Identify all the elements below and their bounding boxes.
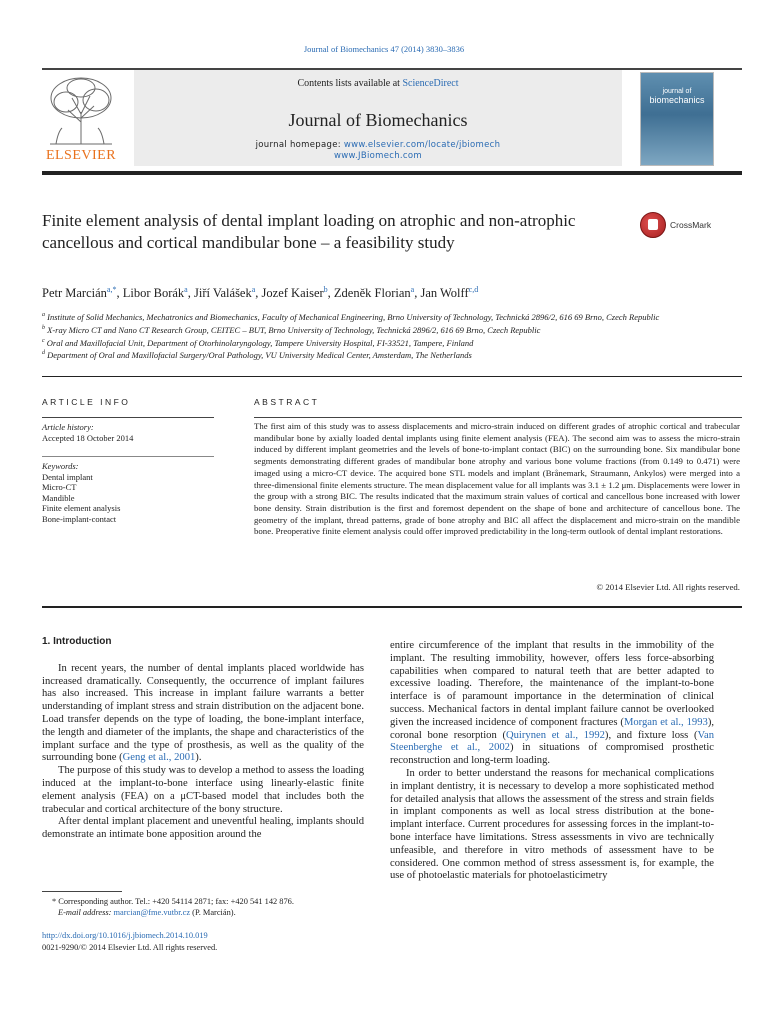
abstract-copyright: © 2014 Elsevier Ltd. All rights reserved. <box>596 582 740 592</box>
history-rule <box>42 456 214 457</box>
abstract-heading: ABSTRACT <box>254 397 320 407</box>
author-affiliation-mark[interactable]: c,d <box>468 285 479 294</box>
affiliation-mark: a <box>42 312 45 318</box>
paragraph-text: ). <box>195 752 202 764</box>
homepage-link-2[interactable]: www.JBiomech.com <box>334 151 422 161</box>
rule-after-affiliations <box>42 376 742 377</box>
section-heading-introduction: 1. Introduction <box>42 636 112 647</box>
affiliation-item <box>42 310 662 323</box>
keyword-item: Dental implant <box>42 471 93 482</box>
affiliation-item <box>42 323 662 336</box>
issn-line: 0021-9290/© 2014 Elsevier Ltd. All rights reserved. <box>42 942 218 952</box>
journal-name: Journal of Biomechanics <box>288 110 468 130</box>
elsevier-tree-icon <box>42 74 120 146</box>
affiliation-item <box>42 336 662 349</box>
journal-reference[interactable]: Journal of Biomechanics 47 (2014) 3830–3836 <box>303 44 465 54</box>
affiliation-mark: b <box>42 324 45 331</box>
body-paragraph <box>42 816 364 842</box>
doi-link[interactable]: http://dx.doi.org/10.1016/j.jbiomech.2014.10.019 <box>42 931 208 940</box>
paragraph-text: In order to better understand the reasons for mechanical complications in implant dentistry, it is necessary to develop a more sophisticated method for detailed analysis that allows the assessment of the stress and strain fields in implant components as well as local stress distribution at the bone-implant interface. Current procedures for assessing forces in the implant-to-bone interface have limitations. Stress assessments in vivo are technically unfeasible, and therefore in vitro methods of assessment have to be considered. One common method of stress assessment is, for example, the use of photoelastic materials for photoelasticimetry <box>390 767 714 882</box>
article-info-heading: ARTICLE INFO <box>42 397 131 407</box>
elsevier-wordmark: ELSEVIER <box>45 148 117 163</box>
corresponding-author-footnote <box>42 896 372 918</box>
body-paragraph <box>42 765 364 816</box>
crossmark-icon <box>640 212 666 238</box>
affiliation-mark: d <box>42 350 45 357</box>
masthead-bottom-rule <box>42 171 742 175</box>
keywords-label: Keywords: <box>42 461 79 471</box>
citation-link[interactable]: Morgan et al., 1993 <box>623 716 708 728</box>
affiliation-text: Department of Oral and Maxillofacial Surgery/Oral Pathology, VU University Medical Center, Amsterdam, The Netherlands <box>47 350 472 361</box>
history-value: Accepted 18 October 2014 <box>42 433 134 443</box>
body-paragraph <box>390 640 714 768</box>
keyword-item: Finite element analysis <box>42 503 121 513</box>
journal-homepage <box>134 140 622 162</box>
journal-banner <box>134 70 622 166</box>
citation-link[interactable]: Van Steenberghe et al., 2002 <box>390 729 714 754</box>
affiliation-item <box>42 348 662 361</box>
affiliation-text: Institute of Solid Mechanics, Mechatronics and Biomechanics, Faculty of Mechanical Engineering, Brno University of Technology, Technická 2896/2, 616 69 Brno, Czech Republic <box>47 311 660 322</box>
author-name: Jozef Kaiser <box>261 286 324 301</box>
paragraph-text: After dental implant placement and uneventful healing, implants should demonstrate an intimate bone apposition around the <box>42 816 364 841</box>
body-column-right <box>390 640 714 883</box>
author-name: Jan Wolff <box>420 286 469 301</box>
email-suffix: (P. Marcián). <box>190 908 236 917</box>
homepage-label: journal homepage: <box>255 140 344 150</box>
citation-link[interactable]: Quirynen et al., 1992 <box>505 729 605 741</box>
footnote-rule <box>42 891 122 892</box>
contents-line <box>134 78 622 89</box>
left-paragraphs <box>42 663 364 842</box>
paper-title: Finite element analysis of dental implant loading on atrophic and non-atrophic cancellous and cortical mandibular bone – a feasibility study <box>42 211 576 252</box>
right-paragraphs <box>390 640 714 883</box>
keyword-item: Bone-implant-contact <box>42 513 117 524</box>
affiliation-list <box>42 310 662 361</box>
crossmark-button[interactable] <box>640 210 740 240</box>
journal-cover-thumbnail[interactable] <box>640 72 714 166</box>
author-name: Petr Marcián <box>42 286 107 301</box>
author-affiliation-mark[interactable]: b <box>323 285 328 294</box>
corresponding-author: * Corresponding author. Tel.: +420 54114 2871; fax: +420 541 142 876. <box>52 897 294 906</box>
contents-prefix: Contents lists available at <box>297 78 403 89</box>
rule-after-abstract <box>42 606 742 608</box>
paragraph-text: ), and fixture loss ( <box>604 729 698 741</box>
keyword-item: Mandible <box>42 492 75 503</box>
keywords-block <box>42 461 222 524</box>
doi-block <box>42 930 372 953</box>
author-name: Libor Borák <box>122 286 185 301</box>
affiliation-text: X-ray Micro CT and Nano CT Research Group, CEITEC – BUT, Brno University of Technology, Technická 2896/2, 616 69 Brno, Czech Republic <box>47 324 541 335</box>
paragraph-text: entire circumference of the implant that results in the immobility of the implant. The resulting immobility, however, offers less force-absorbing capabilities when compared to natural teeth that are better adapted to excessive loading. Therefore, the maintenance of the implant-to-bone interface is of paramount importance in the determination of clinical success. Mechanical factors in dental implant failure cannot be overlooked given the increased incidence of component fractures ( <box>390 640 714 728</box>
keyword-item: Micro-CT <box>42 482 77 492</box>
affiliation-mark: c <box>42 337 45 344</box>
body-column-left <box>42 636 364 842</box>
abstract-text: The first aim of this study was to assess displacements and micro-strain induced on different grades of atrophic cortical and trabecular mandibular bone by axially loaded dental implants using finite element analysis (FEA). The second aim was to assess the micro-strain induced by different implant geometries and the levels of bone-to-implant contact (BIC) on the surrounding bone. Six mandibular bone segments demonstrating different grades of mandibular bone atrophy and various bone volume fractions (from 0.149 to 0.471) were imaged using a micro-CT device. The acquired bone STL models and implant (Brånemark, Straumann, Ankylos) were merged into a three-dimensional finite elements structure. The mean displacement value for all implants was 3.1 ± 1.2 μm. Displacements were lower in the group with a strong BIC. The results indicated that the maximum strain values of cortical and cancellous bone increased with lower bone density. Strain distribution is the first and foremost dependent on the shape of bone and architecture of cancellous bone. The geometry of the implant, thread patterns, grade of bone atrophy and BIC all affect the displacement and micro-strain on the mandible bone. Preoperative finite element analysis could offer improved predictability in the long-term outlook of dental implant restorations. <box>254 421 740 537</box>
history-label: Article history: <box>42 422 94 432</box>
article-info-rule <box>42 417 214 418</box>
author-name: Zdeněk Florian <box>333 286 411 301</box>
email-link[interactable]: marcian@fme.vutbr.cz <box>113 908 191 917</box>
author-affiliation-mark[interactable]: a,* <box>106 285 117 294</box>
body-paragraph <box>390 768 714 883</box>
author-affiliation-mark[interactable]: a <box>184 285 188 294</box>
paragraph-text: ), coronal bone resorption ( <box>390 716 714 741</box>
email-label: E-mail address: <box>58 908 114 917</box>
homepage-link-1[interactable]: www.elsevier.com/locate/jbiomech <box>343 140 501 150</box>
journal-masthead <box>42 70 742 168</box>
article-history <box>42 422 222 444</box>
author-name: Jiří Valášek <box>193 286 252 301</box>
paragraph-text: ) in situations of compromised prosthetic reconstruction and long-term loading. <box>390 742 715 767</box>
abstract-rule <box>254 417 742 418</box>
cover-title: biomechanics <box>649 95 705 105</box>
email-line <box>42 907 372 918</box>
author-affiliation-mark[interactable]: a <box>251 285 256 294</box>
elsevier-logo <box>42 74 128 166</box>
paragraph-text: The purpose of this study was to develop a method to assess the loading induced at the implant-to-bone interface using linearly-elastic finite element analysis (FEA) on a μCT-based model that includes both the trabecular and cortical architecture of the bony structure. <box>42 765 364 815</box>
cover-title-small: journal of <box>662 88 692 95</box>
citation-link[interactable]: Geng et al., 2001 <box>122 752 196 764</box>
author-list: Petr Marcián$^{a,*}$, Libor Borák$^a$, Jiří Valášek$^a$, Jozef Kaiser$^b$, Zdeněk Florian$^a$, Jan Wolff$^{c,d}$ <box>42 285 479 301</box>
paragraph-text: In recent years, the number of dental implants placed worldwide has increased dramatically. Consequently, the occurrence of implant failures has also increased. This increase in implant failure warrants a better understanding of implant stress and strain distribution on the adjacent bone. Load transfer depends on the type of loading, the bone-implant interface, the length and diameter of the implants, the shape and characteristics of the implant surface and the type of prosthesis, as well as the quality of the surrounding bone ( <box>42 662 364 764</box>
author-affiliation-mark[interactable]: a <box>410 285 415 294</box>
body-paragraph <box>42 663 364 765</box>
crossmark-label: CrossMark <box>670 220 712 230</box>
sciencedirect-link[interactable]: ScienceDirect <box>402 78 459 89</box>
affiliation-text: Oral and Maxillofacial Unit, Department of Otorhinolaryngology, Tampere University Hospital, FI-33521, Tampere, Finland <box>46 337 474 348</box>
